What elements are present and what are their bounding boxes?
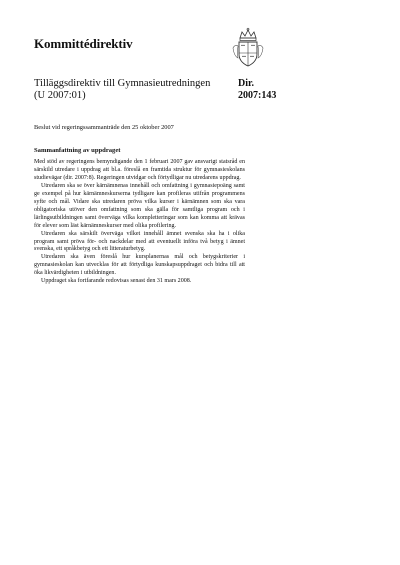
summary-heading: Sammanfattning av uppdraget — [34, 147, 121, 154]
summary-paragraph: Utredaren ska se över kärnämnenas innehåll och omfattning i gymnasiepoäng samt ge exempel på hur kärnämneskurserna tydligare kan profileras utifrån programmens syfte och mål. Vidare ska utredaren pröva vilka kurser i kärnämnen som ska vara obligatoriska utöver den omfattning som ska gälla för samtliga program och i lärlingsutbildningen samt överväga vilka kompletteringar som kan komma att krävas för elever som läst kärnämneskurser med olika profilering. — [34, 182, 245, 229]
directive-title-line1: Tilläggsdirektiv till Gymnasieutredningen — [34, 78, 211, 89]
directive-title — [34, 78, 224, 102]
document-type-heading: Kommittédirektiv — [34, 36, 133, 51]
directive-label: Dir. — [238, 78, 255, 89]
summary-paragraph: Uppdraget ska fortfarande redovisas senast den 31 mars 2008. — [41, 278, 192, 285]
decision-line: Beslut vid regeringssammanträde den 25 oktober 2007 — [34, 124, 174, 131]
summary-body — [34, 159, 245, 286]
summary-paragraph: Utredaren ska även föreslå hur kursplanernas mål och betygskriterier i gymnasieskolan kan utvecklas för att förtydliga kunskapsuppdraget och bidra till att öka likvärdigheten i utbildningen. — [34, 254, 245, 277]
directive-title-line2: (U 2007:01) — [34, 90, 86, 101]
directive-number: 2007:143 — [238, 90, 277, 101]
summary-paragraph: Utredaren ska särskilt överväga vilket innehåll ämnet svenska ska ha i olika program samt pröva för- och nackdelar med att eventuellt införa två betyg i ämnet svenska, ett språkbetyg och ett litteraturbetyg. — [34, 230, 245, 253]
coat-of-arms-emblem — [230, 26, 266, 70]
directive-number-block — [238, 78, 276, 102]
summary-paragraph: Med stöd av regeringens bemyndigande den 1 februari 2007 gav ansvarigt statsråd en särskild utredare i uppdrag att bl.a. föreslå en framtida struktur för gymnasieskolans studievägar (dir. 2007:8). Regeringen utvidgar och förtydligar nu utredarens uppdrag. — [34, 159, 245, 181]
